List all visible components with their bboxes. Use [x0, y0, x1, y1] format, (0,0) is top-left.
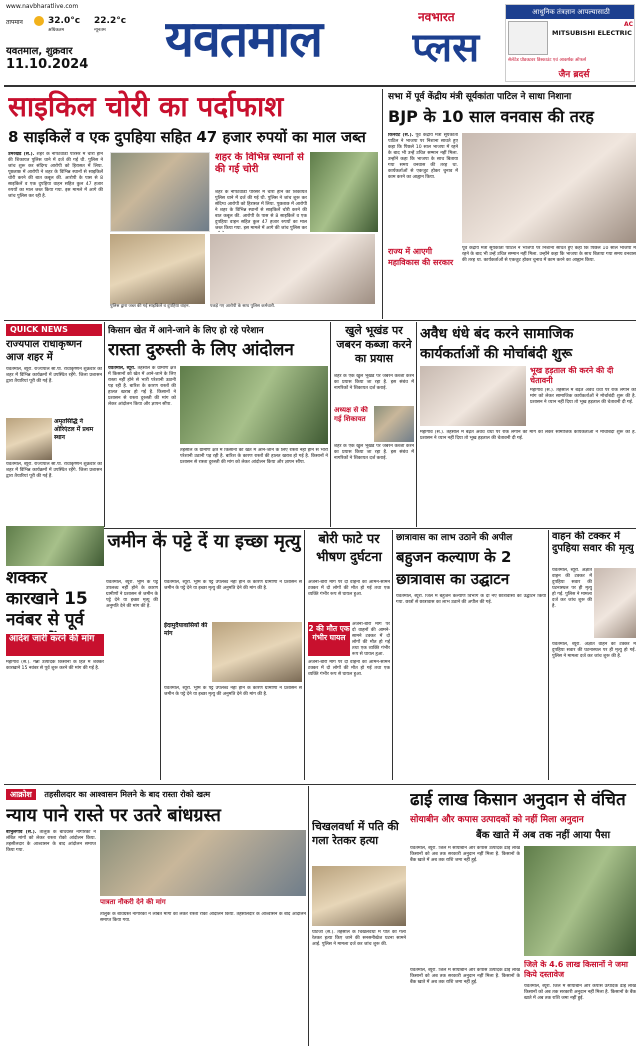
quick-news-item1-title[interactable]: राज्यपाल राधाकृष्णन आज शहर में — [6, 339, 82, 363]
ad-tagline: आधुनिक तंत्रज्ञान आपल्यासाठी — [506, 5, 635, 19]
lead-dateline: उमरखेड (सं.). — [8, 152, 35, 157]
illegal-side-body: महागांव (सं.). तहसील में बढ़ते अवैध धंधों पर रोक लगाने की मांग को लेकर सामाजिक कार्यकर्ताओं ने मोर्चाबंदी शुरू की है. प्रशासन ने ध्यान नहीं दिया तो भूख हड़ताल की चेतावनी दी गई. — [530, 388, 636, 405]
accident-headline[interactable]: बोरी फाटे पर भीषण दुर्घटना — [316, 532, 382, 565]
hostel-headline[interactable]: बहुजन कल्याण के 2 छात्रावास का उद्घाटन — [396, 548, 512, 588]
bandh-kicker-row — [6, 788, 306, 802]
hostel-body: यवतमाल, ब्यूरो. जिले में बहुजन कल्याण विभाग के दो नए छात्रावासों का उद्घाटन किया गया. छात्रों से छात्रावास का लाभ उठाने की अपील की गई. — [396, 594, 546, 605]
sugar-photo — [6, 526, 104, 566]
bike-headline[interactable]: वाहन की टक्कर में दुपहिया सवार की मृत्यु — [552, 531, 634, 554]
quick-news-label: QUICK NEWS — [6, 324, 102, 336]
bandh-photo — [100, 830, 306, 896]
bandh-body-text: तालुके के बांधग्रस्त नागरिकों ने लंबित मांगों को लेकर रास्ता रोको आंदोलन किया. तहसीलदार के आश्वासन के बाद आंदोलन समाप्त किया गया. — [6, 830, 96, 853]
temp-high-label: अधिकतम — [48, 28, 65, 33]
lead-photo-1 — [110, 152, 210, 232]
accident-body-3: अजनी-बोरी मार्ग पर दो वाहनों की आमने-सामने टक्कर में दो लोगों की मौत हो गई तथा एक व्यक्ति गंभीर रूप से घायल हुआ. — [308, 660, 390, 677]
quick-news-item1-caption: अमृतसिद्धि ने ओरिएंटल में प्रथम स्थान — [54, 418, 94, 441]
politics-headline[interactable]: BJP के 10 साल वनवास की तरह — [388, 107, 594, 126]
bandh-box: पात्रता नौकरी देने की मांग — [100, 898, 166, 906]
social-icons — [6, 76, 46, 84]
politics-kicker: सभा में पूर्व केंद्रीय मंत्री सूर्यकांता पाटिल ने साधा निशाना — [388, 92, 572, 102]
road-kicker: किसान खेत में आने-जाने के लिए हो रहे परेशान — [108, 326, 264, 336]
bike-body-2: यवतमाल, ब्यूरो. अज्ञात वाहन की टक्कर में दुपहिया सवार की घटनास्थल पर ही मृत्यु हो गई. पुलिस ने मामला दर्ज कर जांच शुरू की है. — [552, 642, 636, 659]
lead-subhead: 8 साइकिलें व एक दुपहिया सहित 47 हजार रुपयों का माल जब्त — [8, 128, 366, 146]
encroach-body: शहर के एक खुले भूखंड पर जबरन कब्जा करने का प्रयास किया जा रहा है. इस संबंध में नागरिकों ने शिकायत दर्ज कराई. — [334, 374, 414, 391]
bandh-headline[interactable]: न्याय पाने रास्ते पर उतरे बांधग्रस्त — [6, 805, 221, 826]
politics-box-title: राज्य में आएगी महाविकास की सरकार — [388, 247, 454, 267]
ad-shop: जैन ब्रदर्स — [558, 70, 590, 80]
hostel-kicker: छात्रावास का लाभ उठाने की अपील — [396, 533, 513, 543]
plot-photo — [212, 622, 302, 682]
murder-headline[interactable]: चिखलवर्धा में पति की गला रेतकर हत्या — [312, 820, 399, 847]
sun-icon — [34, 16, 44, 26]
politics-body-text: पूर्व केंद्रीय मंत्री सूर्यकांता पाटिल ने भाजपा पर निशाना साधते हुए कहा कि पिछले 10 साल भाजपा में रहने के बाद भी उन्हें उचित सम्मान नहीं मिला. उन्होंने कहा कि भाजपा के साथ बिताया गया समय वनवास की तरह था. कार्यकर्ताओं से एकजुट होकर चुनाव में काम करने का आह्वान किया. — [388, 133, 458, 180]
murder-body: घाटंजी (सं.). तहसील के चिखलवर्धा में पति की गला रेतकर हत्या किए जाने की सनसनीखेज घटना सामने आई. पुलिस ने मामला दर्ज कर जांच शुरू की. — [312, 930, 406, 947]
illegal-headline[interactable]: अवैध धंधे बंद करने सामाजिक कार्यकर्ताओं की मोर्चाबंदी शुरू — [420, 326, 574, 362]
bandh-kicker: तहसीलदार का आश्वासन मिलने के बाद रास्ता रोको खत्म — [44, 790, 211, 799]
encroach-headline[interactable]: खुले भूखंड पर जबरन कब्जा करने का प्रयास — [336, 324, 412, 365]
ad-mark: AC — [624, 21, 634, 28]
accident-body: अजनी-बोरी मार्ग पर दो वाहनों की आमने-सामने टक्कर में दो लोगों की मौत हो गई तथा एक व्यक्ति गंभीर रूप से घायल हुआ. — [308, 580, 390, 597]
accident-body-2: अजनी-बोरी मार्ग पर दो वाहनों की आमने-सामने टक्कर में दो लोगों की मौत हो गई तथा एक व्यक्ति गंभीर रूप से घायल हुआ. — [352, 622, 390, 656]
brand-name: नवभारत — [418, 10, 455, 22]
ad-banner[interactable] — [505, 4, 635, 82]
temp-low: 22.2°c — [94, 16, 127, 26]
road-headline[interactable]: रास्ता दुरुस्ती के लिए आंदोलन — [108, 340, 294, 360]
bike-photo — [594, 568, 636, 638]
encroach-body-2: शहर के एक खुले भूखंड पर जबरन कब्जा करने का प्रयास किया जा रहा है. इस संबंध में नागरिकों ने शिकायत दर्ज कराई. — [334, 444, 414, 461]
illegal-side: भूख हड़ताल की करने की दी चेतावनी — [530, 366, 614, 385]
bike-body: यवतमाल, ब्यूरो. अज्ञात वाहन की टक्कर में दुपहिया सवार की घटनास्थल पर ही मृत्यु हो गई. पुलिस ने मामला दर्ज कर जांच शुरू की है. — [552, 568, 592, 609]
subsidy-body-2: यवतमाल, ब्यूरो. जिले में सोयाबीन और कपास उत्पादक ढाई लाख किसानों को अब तक सरकारी अनुदान नहीं मिला है. किसानों के बैंक खाते में अब तक राशि जमा नहीं हुई. — [410, 968, 520, 985]
lead-side-headline: शहर के विभिन्न स्थानों से की गई चोरी — [215, 152, 304, 175]
website-url[interactable]: www.navbharatlive.com — [6, 3, 79, 10]
bandh-body-2: तालुके के बांधग्रस्त नागरिकों ने लंबित मांगों को लेकर रास्ता रोको आंदोलन किया. तहसीलदार के आश्वासन के बाद आंदोलन समाप्त किया गया. — [100, 912, 306, 923]
encroach-photo — [374, 406, 414, 442]
road-dateline: यवतमाल, ब्यूरो. — [108, 366, 136, 371]
ad-brand: MITSUBISHI ELECTRIC — [552, 29, 632, 37]
sugar-body: महागांव (सं.). गन्ना उत्पादक किसानों के हित में शक्कर कारखाने 15 नवंबर से पूर्व शुरू करने की मांग की गई है. — [6, 660, 104, 671]
paper-name: यवतमाल — [165, 10, 323, 68]
temp-high: 32.0°c — [48, 16, 81, 26]
quick-news-item1-more: यवतमाल, ब्यूरो. राज्यपाल सी.पी. राधाकृष्णन शुक्रवार को शहर में विभिन्न कार्यक्रमों में उपस्थित रहेंगे. जिला प्रशासन द्वारा तैयारियां पूरी की गई हैं. — [6, 462, 102, 479]
road-body-2: तहसील के ग्रामीण क्षेत्र में किसानों को खेत में आने-जाने के लिए रास्ता नहीं होने से भारी परेशानी उठानी पड़ रही है. बारिश के कारण रास्तों की हालत खराब हो गई है. किसानों ने प्रशासन से रास्ता दुरुस्ती की मांग को लेकर आंदोलन किया और ज्ञापन सौंपा. — [180, 448, 328, 465]
weather-box — [6, 16, 156, 44]
encroach-box: अध्यक्ष से की गई शिकायत — [334, 406, 368, 423]
lead-side-box — [215, 152, 307, 232]
murder-photo — [312, 866, 406, 926]
bandh-body — [6, 830, 96, 1040]
plus-logo: प्लस — [412, 25, 480, 71]
subsidy-box: जिले के 4.6 लाख किसानों ने जमा किये दस्तावेज — [524, 960, 628, 979]
plot-body: यवतमाल, ब्यूरो. भूमि के पट्टे उपलब्ध नहीं होने के कारण ग्रामीणों ने प्रशासन से जमीन के पट्टे देने या इच्छा मृत्यु की अनुमति देने की मांग की है. — [106, 580, 158, 609]
subsidy-body-3: यवतमाल, ब्यूरो. जिले में सोयाबीन और कपास उत्पादक ढाई लाख किसानों को अब तक सरकारी अनुदान नहीं मिला है. किसानों के बैंक खाते में अब तक राशि जमा नहीं हुई. — [524, 984, 636, 1001]
quick-news-item1-body: यवतमाल, ब्यूरो. राज्यपाल सी.पी. राधाकृष्णन शुक्रवार को शहर में विभिन्न कार्यक्रमों में उपस्थित रहेंगे. जिला प्रशासन द्वारा तैयारियां पूरी की गई हैं. — [6, 367, 102, 384]
illegal-body: महागांव (सं.). तहसील में बढ़ते अवैध धंधों पर रोक लगाने की मांग को लेकर सामाजिक कार्यकर्ताओं ने मोर्चाबंदी शुरू की है. प्रशासन ने ध्यान नहीं दिया तो भूख हड़ताल की चेतावनी दी गई. — [420, 430, 636, 441]
bandh-dateline: बाभुलगांव (सं.). — [6, 830, 37, 835]
politics-body-2: पूर्व केंद्रीय मंत्री सूर्यकांता पाटिल ने भाजपा पर निशाना साधते हुए कहा कि पिछले 10 साल भाजपा में रहने के बाद भी उन्हें उचित सम्मान नहीं मिला. उन्होंने कहा कि भाजपा के साथ बिताया गया समय वनवास की तरह था. कार्यकर्ताओं से एकजुट होकर चुनाव में काम करने का आह्वान किया. — [462, 246, 636, 263]
subsidy-photo — [524, 846, 636, 956]
road-body-text: तहसील के ग्रामीण क्षेत्र में किसानों को खेत में आने-जाने के लिए रास्ता नहीं होने से भारी परेशानी उठानी पड़ रही है. बारिश के कारण रास्तों की हालत खराब हो गई है. किसानों ने प्रशासन से रास्ता दुरुस्ती की मांग को लेकर आंदोलन किया और ज्ञापन सौंपा. — [108, 366, 176, 407]
plot-box: ईदामुदैयावासियों की मांग — [164, 622, 208, 637]
sugar-box: आदेश जारी करने की मांग — [6, 634, 104, 656]
city-day: यवतमाल, शुक्रवार — [6, 46, 73, 57]
politics-photo — [462, 133, 636, 243]
lead-body — [8, 152, 103, 312]
subsidy-subhead: सोयाबीन और कपास उत्पादकों को नहीं मिला अनुदान — [410, 815, 584, 825]
sugar-headline[interactable]: शक्कर कारखाने 15 नवंबर से पूर्व — [6, 568, 88, 630]
road-photo — [180, 366, 328, 444]
plot-body-2: यवतमाल, ब्यूरो. भूमि के पट्टे उपलब्ध नहीं होने के कारण ग्रामीणों ने प्रशासन से जमीन के पट्टे देने या इच्छा मृत्यु की अनुमति देने की मांग की है. — [164, 580, 302, 591]
lead-body-text: शहर के नौपटवाडी परिसर में चोरी होने की शिकायत पुलिस थाने में दर्ज की गई थी. पुलिस ने जांच शुरू कर संदिग्ध आरोपी को हिरासत में लिया. पूछताछ में आरोपी ने शहर के विभिन्न स्थानों से साइकिलें चोरी करने की बात कबूल की. आरोपी के पास से 8 साइकिलें व एक दुपहिया वाहन सहित कुल 47 हजार रुपयों का माल जब्त किया गया. इस मामले में आगे की जांच पुलिस कर रही है. — [8, 152, 103, 199]
lead-caption-1: पुलिस द्वारा जब्त की गई साइकिलें व दुपहिया वाहन. — [110, 304, 190, 309]
lead-headline[interactable]: साइकिल चोरी का पर्दाफाश — [8, 90, 284, 123]
subsidy-side: बैंक खाते में अब तक नहीं आया पैसा — [476, 830, 611, 841]
issue-date: 11.10.2024 — [6, 57, 89, 72]
temp-low-label: न्यूनतम — [94, 28, 106, 33]
lead-side-text: शहर के नौपटवाडी परिसर में चोरी होने की शिकायत पुलिस थाने में दर्ज की गई थी. पुलिस ने जांच शुरू कर संदिग्ध आरोपी को हिरासत में लिया. पूछताछ में आरोपी ने शहर के विभिन्न स्थानों से साइकिलें चोरी करने की बात कबूल की. आरोपी के पास से 8 साइकिलें व एक दुपहिया वाहन सहित कुल 47 हजार रुपयों का माल जब्त किया गया. इस मामले में आगे की जांच पुलिस कर — [215, 190, 307, 231]
bandh-tag: आक्रोश — [6, 789, 36, 800]
plot-body-3: यवतमाल, ब्यूरो. भूमि के पट्टे उपलब्ध नहीं होने के कारण ग्रामीणों ने प्रशासन से जमीन के पट्टे देने या इच्छा मृत्यु की अनुमति देने की मांग की है. — [164, 686, 302, 697]
accident-box: 2 की मौत एक गंभीर घायल — [308, 622, 350, 656]
lead-photo-4 — [310, 152, 378, 232]
lead-photo-2 — [110, 234, 205, 312]
ad-offer: सेलेटेड प्रोडक्टवर डिस्काउंट एवं आकर्षक ऑफर्स — [508, 58, 587, 63]
ac-unit-image — [508, 21, 548, 55]
subsidy-body: यवतमाल, ब्यूरो. जिले में सोयाबीन और कपास उत्पादक ढाई लाख किसानों को अब तक सरकारी अनुदान नहीं मिला है. किसानों के बैंक खाते में अब तक राशि जमा नहीं हुई. — [410, 846, 520, 863]
road-body — [108, 366, 176, 526]
subsidy-headline[interactable]: ढाई लाख किसान अनुदान से वंचित — [410, 790, 626, 810]
lead-photo-3 — [210, 234, 375, 312]
weather-label: तापमान — [6, 19, 23, 26]
lead-caption-2: पकड़े गए आरोपी के साथ पुलिस कर्मचारी. — [210, 304, 276, 309]
plot-headline[interactable]: जमीन के पट्टे दें या इच्छा मृत्यु — [107, 531, 301, 552]
politics-dateline: किनवट (सं.). — [388, 133, 414, 138]
illegal-photo — [420, 366, 526, 426]
quick-news-photo — [6, 418, 52, 460]
politics-body — [388, 133, 458, 243]
